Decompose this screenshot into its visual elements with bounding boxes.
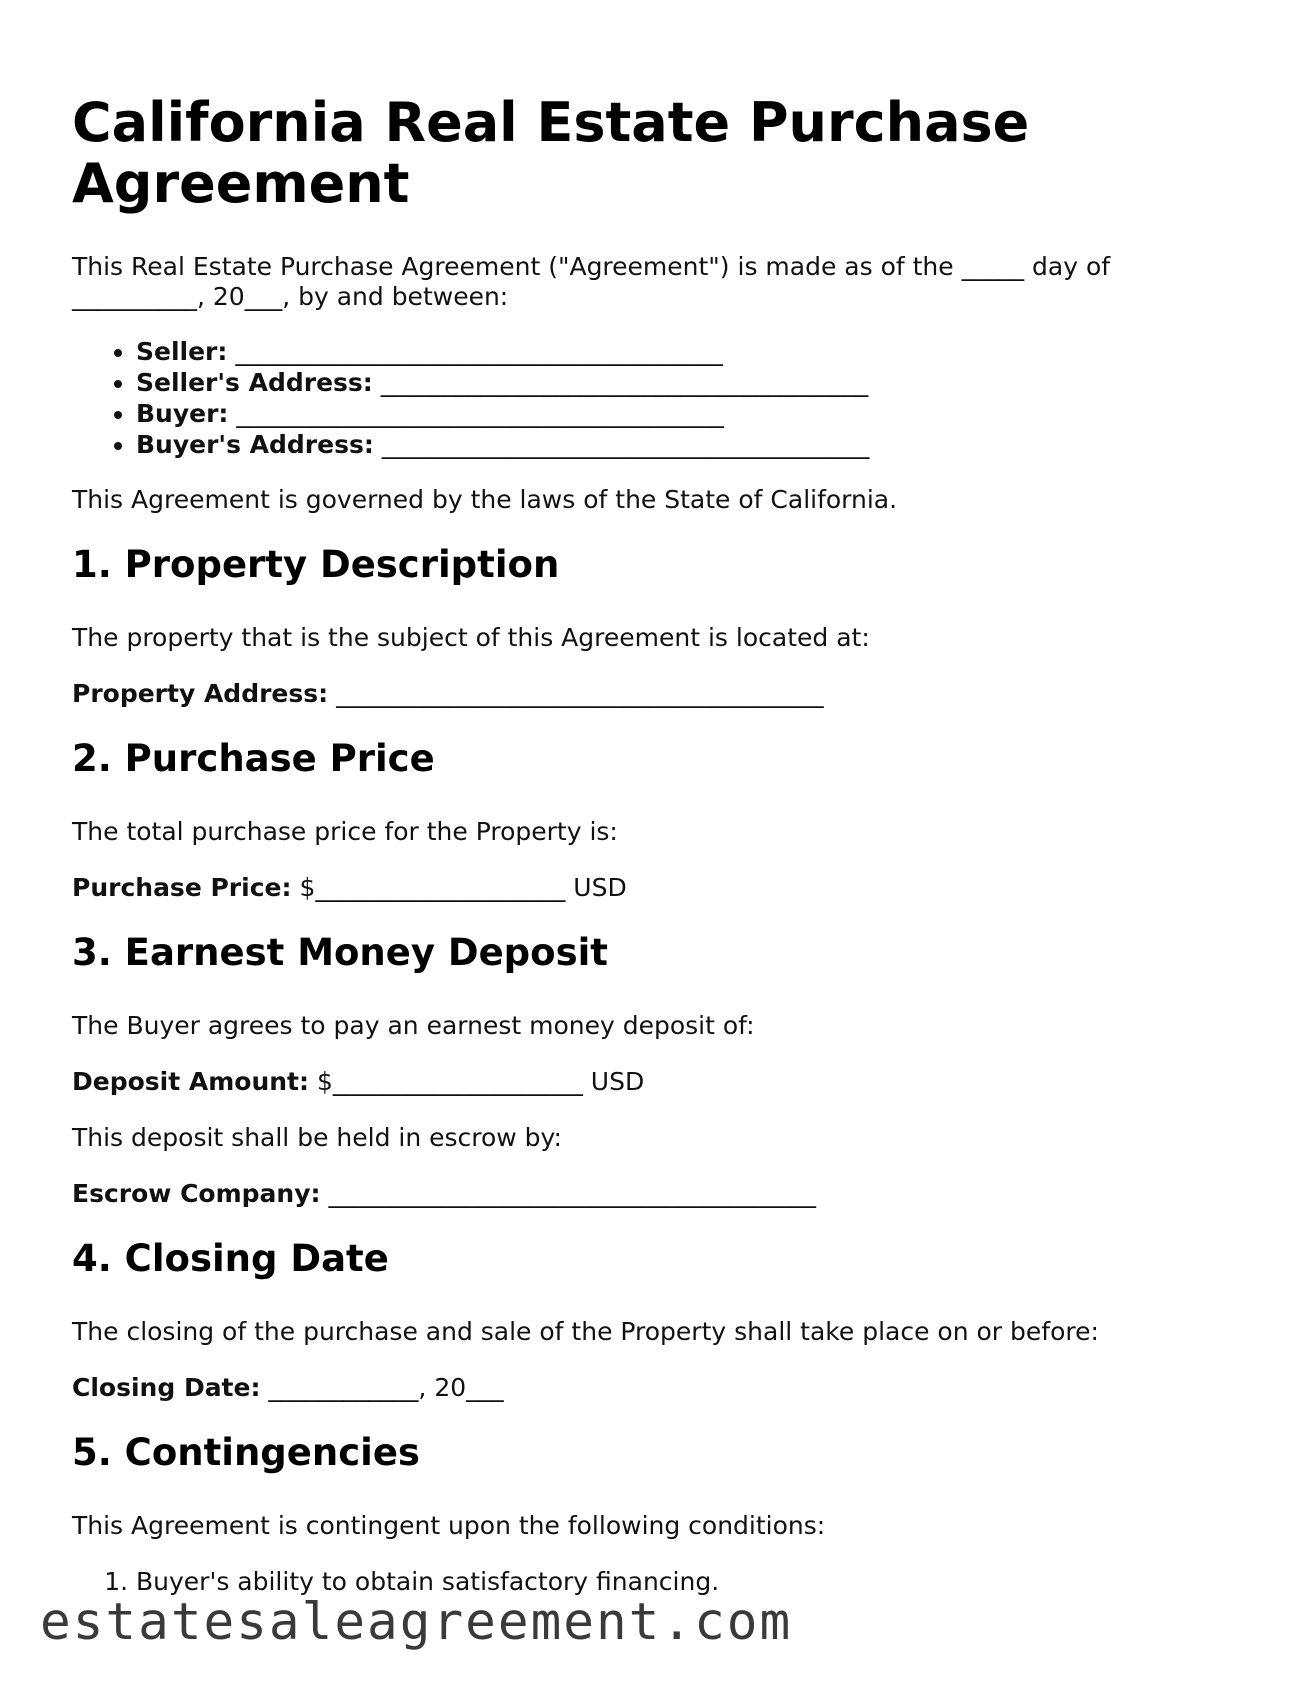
section-heading-contingencies: 5. Contingencies [72, 1431, 420, 1474]
party-label: Seller: [136, 337, 228, 366]
property-text: The property that is the subject of this Agreement is located at: [72, 623, 870, 652]
blank-line: _______________________________________ [336, 679, 824, 708]
contingencies-text: This Agreement is contingent upon the following conditions: [72, 1511, 826, 1540]
field-label: Property Address: [72, 679, 329, 708]
document-page [72, 92, 1252, 1597]
blank-line: _______________________________________ [235, 337, 723, 366]
section-heading-closing: 4. Closing Date [72, 1237, 389, 1280]
field-label: Purchase Price: [72, 873, 292, 902]
field-label: Deposit Amount: [72, 1067, 309, 1096]
parties-list [72, 336, 1252, 460]
list-item [136, 429, 1252, 460]
deposit-text: The Buyer agrees to pay an earnest money deposit of: [72, 1011, 755, 1040]
blank-line: $____________________ USD [299, 873, 627, 902]
blank-line: ____________, 20___ [268, 1373, 504, 1402]
blank-line: $____________________ USD [316, 1067, 645, 1096]
section-heading-price: 2. Purchase Price [72, 737, 435, 780]
section-heading-property: 1. Property Description [72, 543, 560, 586]
blank-line: _______________________________________ [328, 1179, 816, 1208]
list-item [136, 367, 1252, 398]
party-label: Seller's Address: [136, 368, 373, 397]
blank-line: _______________________________________ [381, 430, 870, 459]
document-title: California Real Estate Purchase Agreement [72, 91, 1030, 215]
purchase-price-field [72, 873, 1252, 903]
closing-text: The closing of the purchase and sale of the Property shall take place on or before: [72, 1317, 1099, 1346]
list-item [136, 336, 1252, 367]
field-label: Escrow Company: [72, 1179, 321, 1208]
closing-date-field [72, 1373, 1252, 1403]
property-address-field [72, 679, 1252, 709]
party-label: Buyer: [136, 399, 229, 428]
deposit-amount-field [72, 1067, 1252, 1097]
watermark: estatesaleagreement.com [40, 1593, 793, 1652]
blank-line: _______________________________________ [380, 368, 869, 397]
intro-paragraph: This Real Estate Purchase Agreement ("Agreement") is made as of the _____ day of __________, 20___, by and between: [72, 252, 1111, 311]
list-item: 1. Buyer's ability to obtain satisfactory financing. [136, 1567, 1252, 1597]
price-text: The total purchase price for the Property is: [72, 817, 618, 846]
list-item [136, 398, 1252, 429]
blank-line: _______________________________________ [236, 399, 724, 428]
section-heading-deposit: 3. Earnest Money Deposit [72, 931, 608, 974]
escrow-text: This deposit shall be held in escrow by: [72, 1123, 562, 1152]
escrow-company-field [72, 1179, 1252, 1209]
field-label: Closing Date: [72, 1373, 261, 1402]
party-label: Buyer's Address: [136, 430, 374, 459]
governing-law-text: This Agreement is governed by the laws of the State of California. [72, 485, 898, 514]
